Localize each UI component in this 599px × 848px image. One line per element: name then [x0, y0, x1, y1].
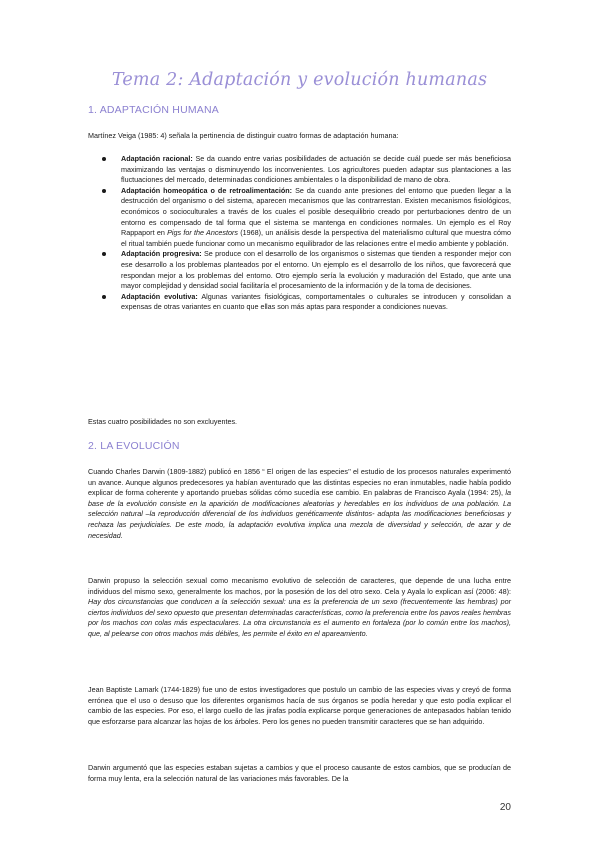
paragraph-darwin: Cuando Charles Darwin (1809-1882) publicó en 1856 “ El origen de las especies’’ el estudio de los procesos naturales experimentó un avance. Aunque algunos predecesores ya habían aventurado que las distintas especies no eran inmutables, nadie había podido explicar de forma coherente y aportando pruebas sólidas cómo sucedía ese cambio. En palabras de Francisco Ayala (1994: 25), la base de la evolución consiste en la aparición de modificaciones aleatorias y heredables en los individuos de una población. La selección natural –la reproducción diferencial de los individuos genéticamente distintos- adapta las modificaciones beneficiosas y rechaza las perjudiciales. De este modo, la adaptación evolutiva implica una mezcla de diversidad y selección, de azar y de necesidad. [88, 467, 511, 540]
list-item: Adaptación evolutiva: Algunas variantes fisiológicas, comportamentales o culturales se introducen y consolidan a expensas de otras variantes en cuanto que ellas son más aptas para responder a condiciones nuevas. [88, 292, 511, 313]
paragraph-sexual-selection: Darwin propuso la selección sexual como mecanismo evolutivo de selección de caracteres, que depende de una lucha entre individuos del mismo sexo, generalmente los machos, por la posesión de los del otro sexo. Cela y Ayala lo explican así (2006: 48): Hay dos circunstancias que conducen a la selección sexual: una es la preferencia de un sexo (frecuentemente las hembras) por ciertos individuos del sexo opuesto que presentan determinadas características, como la preferencia entre los pavos reales hembras por los machos con colas más espectaculares. La otra circunstancia es el aumento en fortaleza (por lo común entre los machos), que, al pelearse con otros machos más débiles, les permite el éxito en el apareamiento. [88, 576, 511, 638]
bullet-icon [102, 157, 106, 161]
bullet-icon [102, 252, 106, 256]
paragraph-lamark: Jean Baptiste Lamark (1744-1829) fue uno de estos investigadores que postulo un cambio de las especies vivas y creyó de forma errónea que el uso o desuso que los diferentes organismos hacía de sus órganos se podía heredar y que esto podía explicar el cambio de las especies. Por eso, el largo cuello de las jirafas podía explicarse porque generaciones de antepasados habían tenido que esforzarse para alcanzar las hojas de los árboles. Pero los genes no pueden transmitir caracteres que se han adquirido. [88, 685, 511, 726]
section-heading-adaptacion: 1. ADAPTACIÓN HUMANA [88, 104, 219, 116]
bullet-icon [102, 295, 106, 299]
paragraph-darwin-argument: Darwin argumentó que las especies estaban sujetas a cambios y que el proceso causante de estos cambios, que se producían de forma muy lenta, era la selección natural de las variaciones más favorables. De la [88, 763, 511, 783]
page-number: 20 [499, 802, 511, 813]
page-title: Tema 2: Adaptación y evolución humanas [111, 70, 488, 90]
list-item: Adaptación homeopática o de retroalimentación: Se da cuando ante presiones del entorno que pueden llegar a la destrucción del organismo o del sistema, aparecen mecanismos que las contrarrestan. Existen mecanismos fisiológicos, económicos o socioculturales a través de los cuales el posible desequilibrio creado por perturbaciones dentro de un entorno es compensado de tal forma que el sistema se mantenga en condiciones normales. Un ejemplo es el Roy Rappaport en Pigs for the Ancestors (1968), un análisis desde la perspectiva del materialismo cultural que muestra cómo el ritual también puede funcionar como un mecanismo equilibrador de las relaciones entre el medio ambiente y población. [88, 186, 511, 250]
closing-paragraph: Estas cuatro posibilidades no son excluyentes. [88, 417, 238, 426]
intro-paragraph: Martínez Veiga (1985: 4) señala la pertinencia de distinguir cuatro formas de adaptación humana: [88, 131, 399, 140]
bullet-icon [102, 189, 106, 193]
section-heading-evolucion: 2. LA EVOLUCIÓN [88, 440, 180, 452]
list-item: Adaptación racional: Se da cuando entre varias posibilidades de actuación se decide cuál puede ser más beneficiosa maximizando las ventajas o disminuyendo los inconvenientes. Los agricultores pueden adaptar sus plantaciones a las fluctuaciones del mercado, determinadas condiciones ambientales o la disponibilidad de mano de obra. [88, 154, 511, 186]
list-item: Adaptación progresiva: Se produce con el desarrollo de los organismos o sistemas que tienden a responder mejor con ese desarrollo a los problemas planteados por el entorno. Un ejemplo es el desarrollo de los niños, que favorecerá que respondan mejor a los problemas del entorno. Otro ejemplo sería la evolución y maduración del Estado, que ante una mayor complejidad y densidad social facilitaría el procesamiento de la información y de la toma de decisiones. [88, 249, 511, 291]
adaptation-list [88, 154, 511, 313]
